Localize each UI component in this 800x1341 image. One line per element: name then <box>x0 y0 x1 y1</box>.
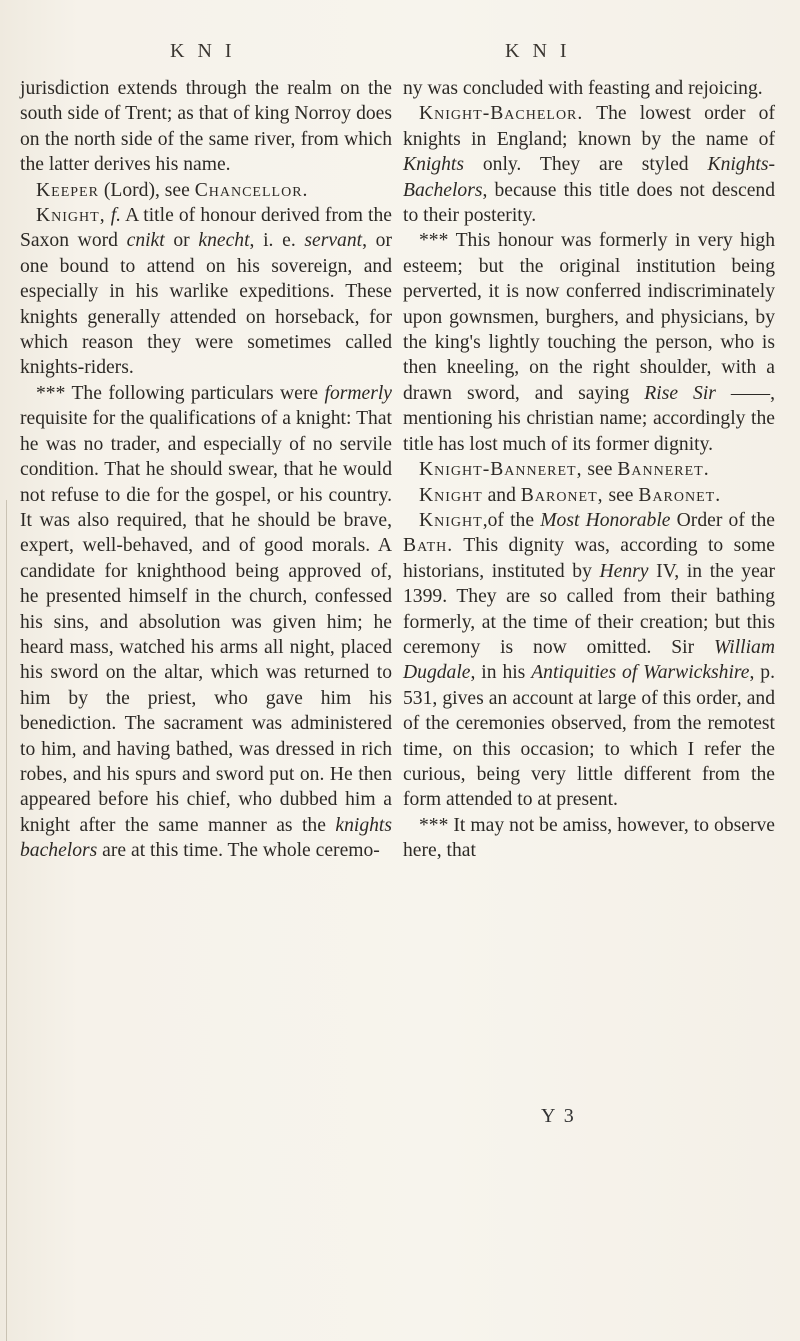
entry-text: Order of the <box>670 509 775 531</box>
cross-reference: Chancellor. <box>194 179 309 201</box>
left-column <box>20 76 392 864</box>
part-of-speech: f. <box>105 205 122 227</box>
cross-reference: Baronet. <box>638 484 722 506</box>
entry-text: see <box>582 459 618 481</box>
running-head-left: K N I <box>170 40 236 62</box>
entry-text: ——, mentioning his christian name; accordingly the title has lost much of its former dignity. <box>403 382 776 455</box>
paragraph-text: jurisdiction extends through the realm on the south side of Trent; as that of king Norroy does on the north side of the same river, from which the latter derives his name. <box>20 78 392 176</box>
entry-headword: Knight <box>419 484 483 506</box>
entry-text: , because this title does not descend to their posterity. <box>403 179 775 227</box>
entry-text: see <box>603 484 639 506</box>
entry-text: IV, in the year 1399. They are so called from their bathing formerly, at the time of their creation; but this ceremony is now omitted. Sir <box>403 560 775 658</box>
page-edge-shadow <box>6 500 7 1341</box>
asterism: *** <box>36 382 72 404</box>
entry-knight-bath <box>403 508 775 813</box>
entry-text: , p. 531, gives an account at large of this order, and of the ceremonies observed, from the remotest time, on this occasion; to which I refer the curious, being very little different from the form attended to at present. <box>403 662 776 811</box>
italic-term: Rise Sir <box>644 382 716 404</box>
italic-term: Most Honorable <box>540 509 671 531</box>
entry-keeper <box>20 178 392 203</box>
italic-term: knights bachelors <box>20 814 392 862</box>
italic-term: knecht <box>198 230 250 252</box>
right-column <box>403 76 775 864</box>
cross-reference: Banneret. <box>617 459 710 481</box>
paragraph-continuation <box>20 76 392 178</box>
entry-text: This dignity was, according to some historians, instituted by <box>403 535 775 582</box>
entry-text: (Lord), see <box>98 179 195 201</box>
entry-text: only. They are styled <box>463 154 708 176</box>
entry-text: or <box>164 230 199 252</box>
entry-headword: Knight, <box>36 205 106 227</box>
entry-text: and <box>482 484 521 506</box>
entry-amiss-note <box>403 813 775 864</box>
entry-text: , in his <box>470 662 532 684</box>
entry-text: The following particulars were <box>71 382 325 404</box>
italic-term: cnikt <box>126 230 165 252</box>
entry-knight-bachelor <box>403 101 775 228</box>
entry-text: A title of honour derived from the Saxon word <box>20 205 392 252</box>
entry-knight-banneret <box>403 457 775 482</box>
entry-text: , i. e. <box>249 230 305 252</box>
asterism: *** <box>419 814 454 836</box>
italic-term: William Dugdale <box>403 636 775 684</box>
entry-headword: Baronet, <box>520 484 604 506</box>
italic-term: Antiquities of Warwickshire <box>531 662 750 684</box>
paragraph-text: ny was concluded with feasting and rejoicing. <box>403 78 763 99</box>
entry-headword: Keeper <box>36 179 99 201</box>
entry-text: This honour was formerly in very high esteem; but the original institution being perverted, it is now conferred indiscriminately upon gownsmen, burghers, and physicians, by the king's lightly touching the person, who is then kneeling, on the right shoulder, with a drawn sword, and saying <box>403 230 776 404</box>
entry-headword: Bath. <box>403 535 454 557</box>
entry-text: , or one bound to attend on his sovereign, and especially in his warlike expeditions. These knights generally attended on horseback, for which reason they were sometimes called knights-riders. <box>20 230 392 379</box>
italic-term: Knights <box>403 154 464 176</box>
italic-term: formerly <box>324 382 392 404</box>
entry-headword: Knight-Banneret, <box>419 459 583 481</box>
italic-term: Knights-Bachelors <box>403 154 775 201</box>
entry-text: It may not be amiss, however, to observe here, that <box>403 814 775 862</box>
entry-text: The lowest order of knights in England; known by the name of <box>403 103 775 150</box>
italic-term: Henry <box>599 560 649 582</box>
entry-headword: Knight-Bachelor. <box>419 103 584 125</box>
entry-knight-baronet <box>403 483 775 508</box>
entry-text: requisite for the qualifications of a knight: That he was no trader, and especially of no servile condition. That he should swear, that he would not refuse to die for the gospel, or his country. It was also required, that he should be brave, expert, well-behaved, and of good morals. A candidate for knighthood being approved of, he presented himself in the church, confessed his sins, and absolution was given him; he heard mass, watched his arms all night, placed his sword on the altar, which was returned to him by the priest, who gave him his benediction. The sacrament was administered to him, and having bathed, was dressed in rich robes, and his spurs and sword put on. He then appeared before his chief, who dubbed him a knight after the same manner as the <box>20 408 392 836</box>
running-head-right: K N I <box>505 40 571 62</box>
entry-text: are at this time. The whole ceremo- <box>97 840 380 862</box>
entry-knight-formerly <box>20 381 392 864</box>
entry-knight <box>20 203 392 381</box>
entry-text: ,of the <box>482 509 541 531</box>
paragraph-continuation <box>403 76 775 101</box>
signature-mark: Y 3 <box>541 1105 576 1127</box>
asterism: *** <box>419 230 456 252</box>
entry-honour-note <box>403 228 775 457</box>
italic-term: servant <box>304 230 363 252</box>
entry-headword: Knight <box>419 509 483 531</box>
